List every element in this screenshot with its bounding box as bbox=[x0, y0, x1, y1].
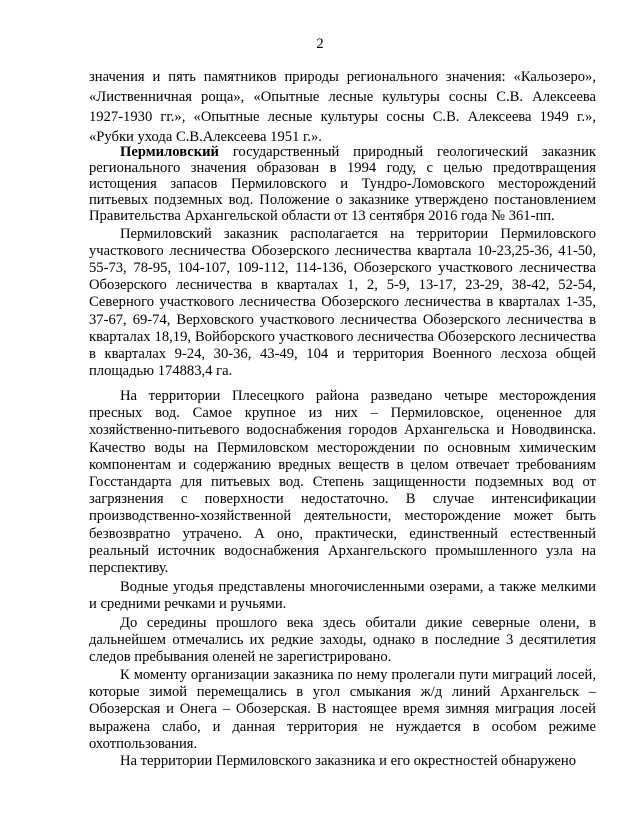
text-line: перспективу. bbox=[89, 560, 169, 576]
text-line: участкового лесничества Обозерского лесничества квартала 10-23,25-36, 41-50, bbox=[89, 243, 596, 259]
text-line: реальный источник водоснабжения Архангельского промышленного узла на bbox=[89, 543, 596, 559]
text-line: К моменту организации заказника по нему пролегали пути миграций лосей, bbox=[120, 667, 596, 683]
text-line: которые зимой перемещались в угол смыкания ж/д линий Архангельск – bbox=[89, 684, 596, 700]
text-line: охотпользования. bbox=[89, 736, 198, 752]
text-line: загрязнения с поверхности недостаточно. В случае интенсификации bbox=[89, 491, 596, 507]
text-line: регионального значения образован в 1994 году, с целью предотвращения bbox=[89, 160, 596, 176]
text-line: питьевых подземных вод. Положение о заказнике утверждено постановлением bbox=[89, 192, 596, 208]
text-line: 1927-1930 гг.», «Опытные лесные культуры сосны С.В. Алексеева 1949 г.», bbox=[89, 109, 596, 125]
text-line: «Лиственничная роща», «Опытные лесные культуры сосны С.В. Алексеева bbox=[89, 89, 596, 105]
text-line: кварталах 18,19, Войборского участкового лесничества Обозерского лесничества bbox=[89, 329, 596, 345]
text-line: хозяйственно-питьевого водоснабжения городов Архангельска и Новодвинска. bbox=[89, 422, 596, 438]
page-number: 2 bbox=[316, 36, 324, 52]
text-line: Обозерского лесничества в кварталах 1, 2, 5-9, 13-17, 23-29, 38-42, 52-54, bbox=[89, 277, 596, 293]
text-line: производственно-хозяйственной деятельности, месторождение может быть bbox=[89, 508, 596, 524]
text-line: следов пребывания оленей не зарегистрировано. bbox=[89, 649, 392, 665]
text-line: Пермиловский заказник располагается на территории Пермиловского bbox=[120, 226, 596, 242]
text-line: Водные угодья представлены многочисленными озерами, а также мелкими bbox=[120, 579, 596, 595]
bold-lead-term: Пермиловский bbox=[120, 144, 219, 160]
text-line: компонентам и содержанию вредных веществ в целом отвечает требованиям bbox=[89, 457, 596, 473]
text-line: безвозвратно утрачено. А оно, практически, единственный естественный bbox=[89, 526, 596, 542]
text-line: пресных вод. Самое крупное из них – Пермиловское, оцененное для bbox=[89, 405, 596, 421]
text-line: площадью 174883,4 га. bbox=[89, 363, 233, 379]
text-line: Северного участкового лесничества Обозерского лесничества в кварталах 1-35, bbox=[89, 294, 596, 310]
text-line: Правительства Архангельской области от 13 сентября 2016 года № 361-пп. bbox=[89, 208, 555, 224]
text-line: На территории Плесецкого района разведано четыре месторождения bbox=[120, 388, 596, 404]
text-line: Качество воды на Пермиловском месторождении по основным химическим bbox=[89, 440, 596, 456]
text-line: выражена слабо, и данная территория не нуждается в особом режиме bbox=[89, 719, 596, 735]
text-line: 37-67, 69-74, Верховского участкового лесничества Обозерского лесничества в bbox=[89, 312, 596, 328]
text-line: в кварталах 9-24, 30-36, 43-49, 104 и территория Военного лесхоза общей bbox=[89, 346, 596, 362]
text-line: и средними речками и ручьями. bbox=[89, 596, 287, 612]
text-line: На территории Пермиловского заказника и его окрестностей обнаружено bbox=[120, 753, 576, 769]
text-line: Госстандарта для питьевых вод. Степень защищенности подземных вод от bbox=[89, 474, 596, 490]
text-line: Обозерская и Онега – Обозерская. В настоящее время зимняя миграция лосей bbox=[89, 701, 596, 717]
text-line: значения и пять памятников природы регионального значения: «Кальозеро», bbox=[89, 69, 596, 85]
text-line: 55-73, 78-95, 104-107, 109-112, 114-136, Обозерского участкового лесничества bbox=[89, 260, 596, 276]
text-line: До середины прошлого века здесь обитали дикие северные олени, в bbox=[120, 615, 596, 631]
text-line: государственный природный геологический заказник bbox=[232, 144, 596, 160]
text-line: истощения запасов Пермиловского и Тундро-Ломовского месторождений bbox=[89, 176, 596, 192]
text-line: дальнейшем отмечались их редкие заходы, однако в последние 3 десятилетия bbox=[89, 632, 596, 648]
text-line: «Рубки ухода С.В.Алексеева 1951 г.». bbox=[89, 129, 322, 145]
